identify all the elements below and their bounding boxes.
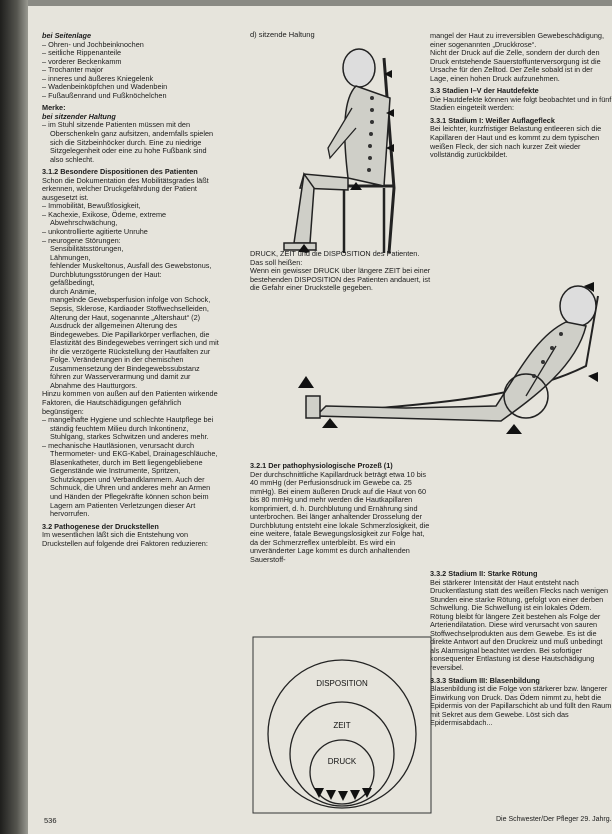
text-line: Nicht der Druck auf die Zelle, sondern der durch den Druck entstehende Sauerstoffunterversorgung ist die Ursache für den Zelltod. Der Zelle sobald ist in der Lage, einen hohen Druck aufzunehmen.	[430, 48, 601, 83]
text-line: 3.2 Pathogenese der Druckstellen	[42, 521, 159, 531]
pressure-time-disposition-diagram	[252, 636, 432, 814]
book-spine-shadow	[0, 0, 28, 834]
document-page	[28, 6, 612, 834]
text-line: DRUCK, ZEIT und die DISPOSITION des Patienten.	[250, 249, 420, 258]
text-line: – Wadenbeinköpfchen und Wadenbein	[42, 82, 168, 92]
text-line: – vorderer Beckenkamm	[42, 56, 122, 66]
text-line: 3.1.2 Besondere Dispositionen des Patienten	[42, 167, 198, 177]
text-line: – Fußaußenrand und Fußknöchelchen	[42, 90, 167, 100]
text-line: 3.3 Stadien I–V der Hautdefekte	[430, 86, 539, 96]
text-line: – mangelhafte Hygiene und schlechte Hautpflege bei ständig feuchtem Milieu durch Inkontinenz, Stuhlgang, starkes Schwitzen und anderes mehr.	[42, 415, 214, 442]
journal-footer: Die Schwester/Der Pfleger 29. Jahrg.	[496, 816, 612, 823]
text-line: mangelnde Gewebsperfusion infolge von Schock, Sepsis, Sklerose, Kardiaoder Stoffwechselleiden,	[50, 295, 211, 313]
seated-skeleton-illustration	[244, 38, 434, 260]
text-line: Durchblutungsstörungen der Haut:	[50, 269, 162, 279]
text-line: Im wesentlichen läßt sich die Entstehung von Druckstellen auf folgende drei Faktoren reduzieren:	[42, 530, 208, 548]
text-line: – mechanische Hautläsionen, verursacht durch Thermometer- und EKG-Kabel, Drainageschläuche, Blasenkatheter, durch im Bett liegengebliebene Gegenstände wie Instrumente, Spritzen, Schutzkappen und Verbandklammern. Auch der Schmuck, die Uhren und anderes mehr an Armen und Händen der Pflegekräfte können schon beim Lagern am Patienten Verletzungen dieser Art hervorrufen.	[42, 440, 218, 519]
text-line: fehlender Muskeltonus, Ausfall des Gewebstonus,	[50, 261, 212, 271]
diagram-label-druck: DRUCK	[327, 757, 357, 766]
text-line: Die Hautdefekte können wie folgt beobachtet und in fünf Stadien eingeteilt werden:	[430, 94, 612, 113]
text-line: Wenn ein gewisser DRUCK über längere ZEIT bei einer bestehenden DISPOSITION des Patienten andauert, ist die Gefahr einer Druckstelle gegeben.	[250, 266, 431, 293]
column-right-top	[430, 32, 612, 160]
text-line: – im Stuhl sitzende Patienten müssen mit den Oberschenkeln ganz aufsitzen, andernfalls spielen sich die Sitzbeinhöcker durch. Eine zu niedrige Sitzgelegenheit oder eine zu hohe Fußbank sind also schlecht.	[42, 120, 214, 164]
text-line: durch Anämie,	[50, 286, 97, 296]
text-line: Schon die Dokumentation des Mobilitätsgrades läßt erkennen, welcher Druckgefährdung der Patient ausgesetzt ist.	[42, 175, 209, 202]
text-line: Ausdruck der allgemeinen Alterung des Bindegewebes. Die Papillarkörper verflachen, die Elastizität des Bindegewebes verringert sich und mit ihr die verzögerte Rückstellung der Hautfalten zur Folge. Veränderungen in der chemischen Zusammensetzung der Bindegewebssubstanz führen zur Wasserverarmung und damit zur Abnahme des Hautturgors.	[50, 321, 219, 390]
diagram-label-disposition: DISPOSITION	[316, 679, 368, 688]
text-line: – Trochanter major	[42, 65, 104, 75]
text-line: Lähmungen,	[50, 252, 91, 262]
text-line: – inneres und äußeres Kniegelenk	[42, 73, 154, 83]
text-line: Bei leichter, kurzfristiger Belastung entleeren sich die Kapillaren der Haut und es kommt zu dem typischen weißen Fleck, der sich nach kurzer Zeit wieder vollständig zurückbildet.	[430, 124, 602, 160]
text-line: bei Seitenlage	[42, 31, 92, 40]
text-line: gefäßbedingt,	[50, 278, 95, 288]
text-line: – Ohren- und Jochbeinknochen	[42, 39, 144, 49]
text-line: 3.2.1 Der pathophysiologische Prozeß (1)	[250, 461, 393, 470]
text-line: Bei stärkerer Intensität der Haut entsteht nach Druckentlastung statt des weißen Flecks nach wenigen Stunden eine starke Rötung, gefolgt von einer derben Schwellung. Die Schwellung ist ein lokales Ödem. Rötung bleibt für längere Zeit bestehen als Folge der Arteriendilatation. Diese wird verursacht von sauren Stoffwechselprodukten aus dem Gewebe. Es ist die direkte Antwort auf den Druckreiz und muß unbedingt als Alarmsignal beachtet werden. Bei sofortiger konsequenter Entlastung ist diese Hautschädigung reversibel.	[430, 577, 609, 673]
text-line: – Kachexie, Exikose, Ödeme, extreme Abwehrschwächung,	[42, 209, 167, 228]
text-line: Alterung der Haut, sogenannte „Altershaut“ (2)	[50, 312, 201, 322]
text-line: Sensibilitätsstörungen,	[50, 244, 124, 254]
text-line: Merke:	[42, 103, 66, 113]
text-line: Hinzu kommen von außen auf den Patienten wirkende Faktoren, die Hautschädigungen gefährlich begünstigen:	[42, 389, 218, 416]
text-line: – neurogene Störungen:	[42, 235, 121, 245]
text-line: 3.3.1 Stadium I: Weißer Auflagefleck	[430, 115, 555, 125]
text-line: – Immobilität, Bewußtlosigkeit,	[42, 201, 141, 211]
figure-caption: d) sitzende Haltung	[250, 30, 315, 39]
reclining-skeleton-illustration	[286, 256, 612, 446]
text-line: mangel der Haut zu irreversiblen Gewebeschädigung, einer sogenannten „Druckkrose“.	[430, 31, 605, 49]
text-line: 3.3.2 Stadium II: Starke Rötung	[430, 569, 538, 578]
text-line: Der durchschnittliche Kapillardruck beträgt etwa 10 bis 40 mmHg (der Perfusionsdruck im Gewebe ca. 25 mmHg). Bei einem äußeren Druck auf die Haut von 60 bis 80 mmHg und mehr werden die Hautkapillaren komprimiert, d. h. Durchblutung und Ernährung sind unterbrochen. Bei länger anhaltender Drosselung der Durchblutung entsteht eine lokale Schmerzlosigkeit, die eine weitere, fatale Bewegungslosigkeit zur Folge hat, da der Schmerzreflex unterbleibt. Es wird ein unveränderter Lage kommt es durch anhaltenden Sauerstoff-	[250, 469, 430, 565]
column-middle-bottom	[250, 458, 432, 565]
page-number: 536	[44, 816, 57, 825]
text-line: – seitliche Rippenanteile	[42, 48, 122, 58]
diagram-label-zeit: ZEIT	[333, 721, 351, 730]
text-line: Blasenbildung ist die Folge von stärkerer bzw. längerer Einwirkung von Druck. Das Ödem nimmt zu, hebt die Epidermis von der Papillarschicht ab und füllt den Raum mit Sekret aus dem Gewebe. Löst sich das Epidermisabdach...	[430, 684, 612, 728]
text-line: bei sitzender Haltung	[42, 111, 116, 121]
column-left	[42, 32, 220, 548]
text-line: 3.3.3 Stadium III: Blasenbildung	[430, 675, 540, 685]
text-line: Das soll heißen:	[250, 257, 303, 267]
column-right-bottom	[430, 566, 612, 728]
text-line: – unkontrollierte agitierte Unruhe	[42, 227, 148, 237]
